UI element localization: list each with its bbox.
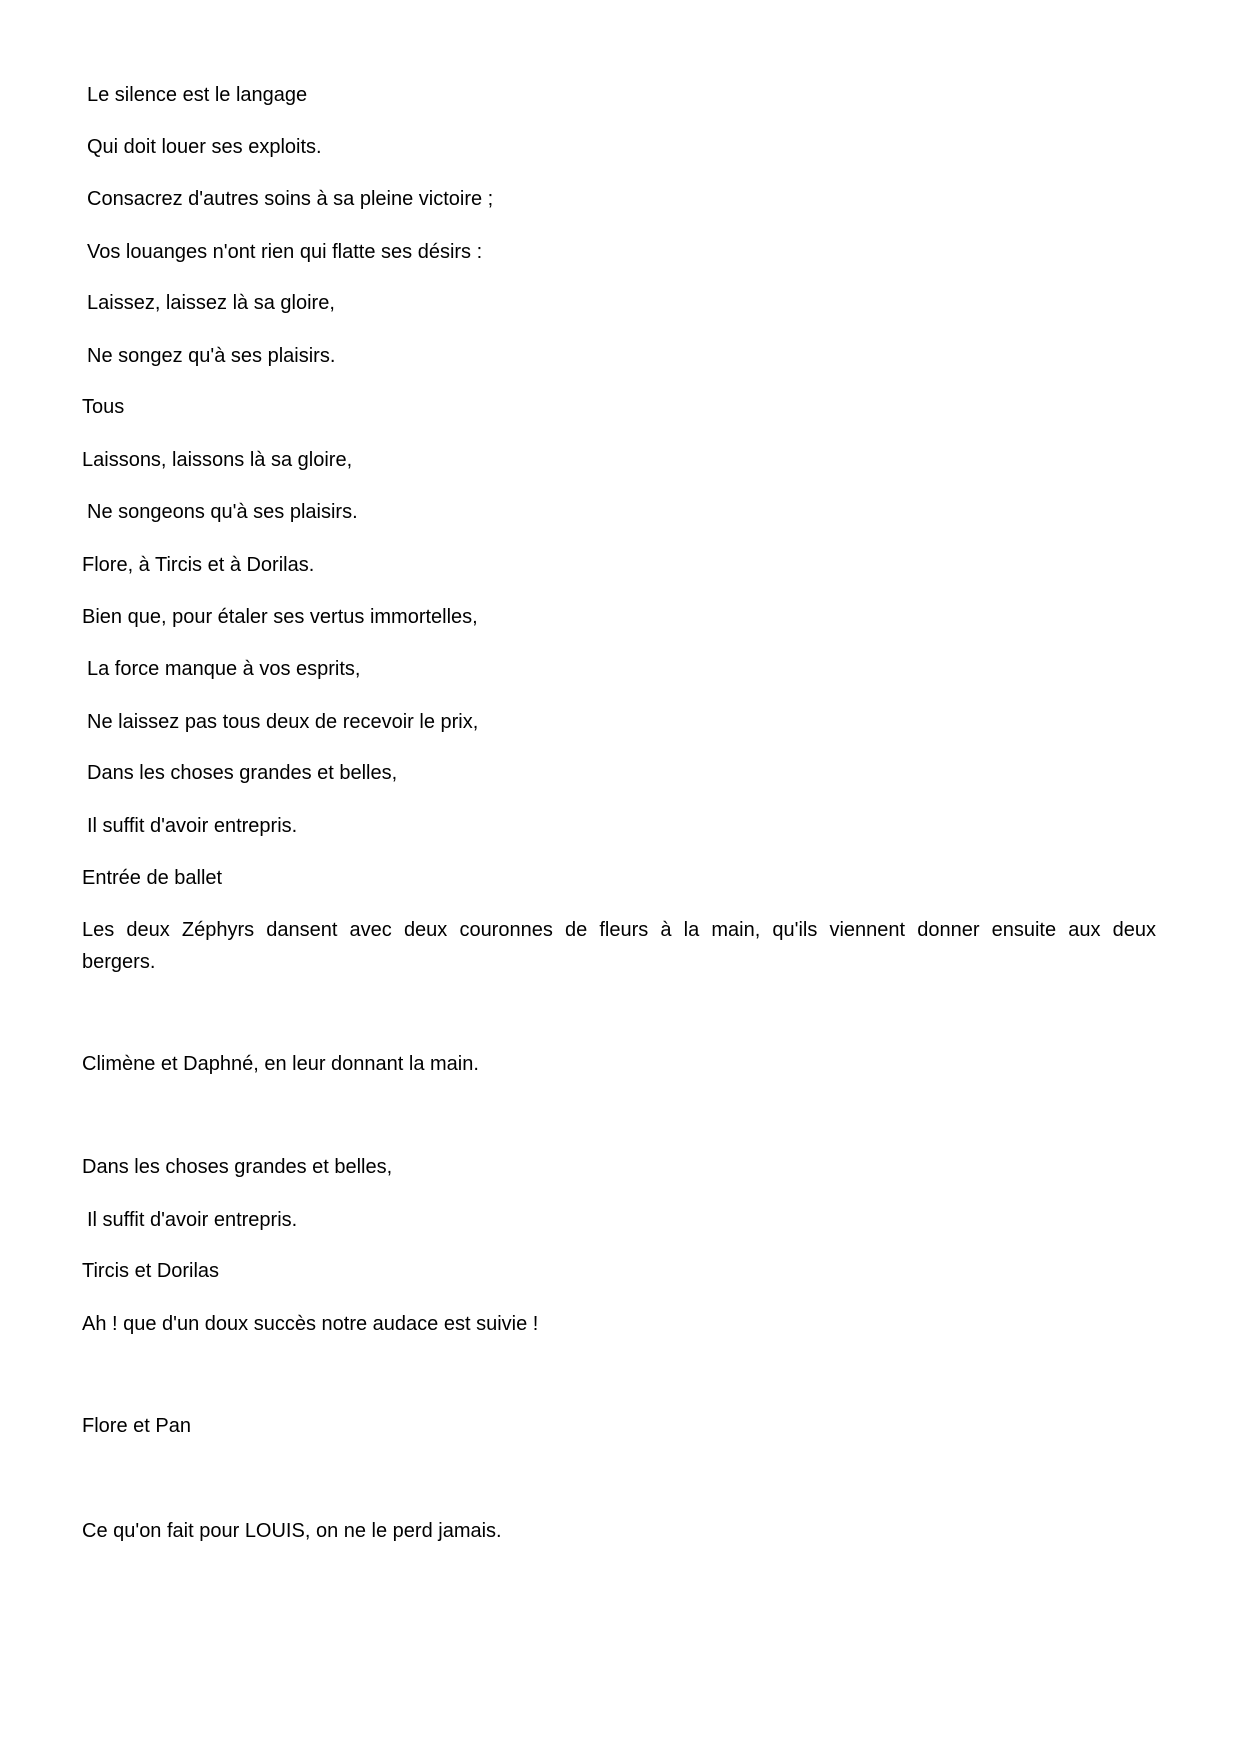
speaker-label: Flore, à Tircis et à Dorilas. [82, 554, 315, 576]
speaker-label: Flore et Pan [82, 1415, 191, 1437]
verse-line: Il suffit d'avoir entrepris. [87, 815, 298, 837]
verse-line: Vos louanges n'ont rien qui flatte ses désirs : [87, 241, 483, 263]
speaker-label: Tircis et Dorilas [82, 1260, 220, 1282]
verse-line: Il suffit d'avoir entrepris. [87, 1209, 298, 1231]
verse-line: Dans les choses grandes et belles, [87, 762, 398, 784]
verse-line: Ce qu'on fait pour LOUIS, on ne le perd jamais. [82, 1520, 502, 1542]
verse-line: Ne songez qu'à ses plaisirs. [87, 345, 336, 367]
speaker-label: Climène et Daphné, en leur donnant la main. [82, 1053, 479, 1075]
verse-line: Le silence est le langage [87, 84, 308, 106]
speaker-label: Tous [82, 396, 125, 418]
verse-line: Laissons, laissons là sa gloire, [82, 449, 353, 471]
verse-line: La force manque à vos esprits, [87, 658, 361, 680]
verse-line: Ne songeons qu'à ses plaisirs. [87, 501, 358, 523]
verse-line: Consacrez d'autres soins à sa pleine victoire ; [87, 188, 494, 210]
stage-direction-line: bergers. [82, 951, 156, 973]
verse-line: Dans les choses grandes et belles, [82, 1156, 393, 1178]
verse-line: Ah ! que d'un doux succès notre audace est suivie ! [82, 1313, 539, 1335]
verse-line: Ne laissez pas tous deux de recevoir le prix, [87, 711, 479, 733]
stage-direction-line: Les deux Zéphyrs dansent avec deux couronnes de fleurs à la main, qu'ils viennent donner ensuite aux deux [82, 919, 1156, 941]
verse-line: Qui doit louer ses exploits. [87, 136, 322, 158]
verse-line: Laissez, laissez là sa gloire, [87, 292, 335, 314]
stage-direction-heading: Entrée de ballet [82, 867, 223, 889]
verse-line: Bien que, pour étaler ses vertus immortelles, [82, 606, 478, 628]
stage-direction-paragraph [82, 914, 1156, 978]
